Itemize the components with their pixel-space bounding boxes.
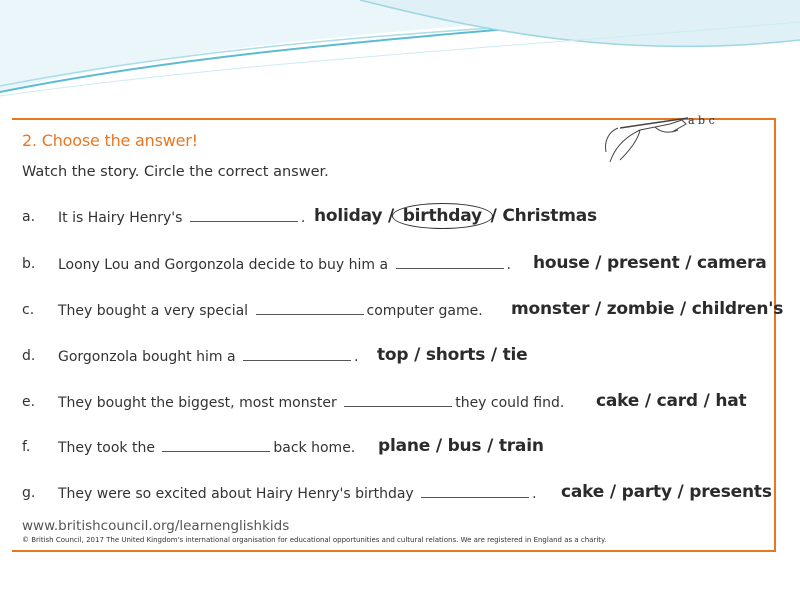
footer-copyright: © British Council, 2017 The United Kingdom's international organisation for educational opportunities and cultural relations. We are registered in England as a charity. (22, 536, 607, 544)
question-letter: f. (22, 439, 31, 455)
question-row-f (0, 436, 800, 462)
question-after: . (300, 210, 306, 226)
question-letter: c. (22, 302, 35, 318)
answer-options: plane / bus / train (378, 436, 544, 456)
option[interactable]: cake (596, 391, 640, 411)
option[interactable]: party (621, 482, 672, 502)
corner-letters: a b c (688, 114, 715, 127)
question-row-d (0, 345, 800, 371)
question-after: back home. (273, 440, 356, 456)
option[interactable]: present (607, 253, 680, 273)
question-letter: b. (22, 256, 36, 272)
hand-writing-illustration (600, 112, 730, 167)
option[interactable]: shorts (425, 345, 486, 365)
answer-options: cake / card / hat (596, 391, 747, 411)
question-text (58, 485, 537, 502)
exercise-heading: 2. Choose the answer! (22, 131, 198, 150)
answer-options: top / shorts / tie (377, 345, 528, 365)
option[interactable]: bus (447, 436, 482, 456)
option[interactable]: top (377, 345, 409, 365)
question-letter: g. (22, 485, 36, 501)
question-text (58, 394, 564, 411)
question-row-g (0, 482, 800, 508)
question-after: they could find. (455, 395, 565, 411)
answer-options: monster / zombie / children's (511, 299, 784, 319)
question-letter: a. (22, 209, 36, 225)
question-row-a (0, 206, 800, 232)
question-text (58, 209, 305, 226)
option[interactable]: train (498, 436, 544, 456)
question-before: Gorgonzola bought him a (58, 349, 236, 365)
option[interactable]: tie (502, 345, 528, 365)
question-text (58, 302, 483, 319)
answer-options: house / present / camera (533, 253, 767, 273)
question-after: . (506, 257, 511, 273)
option[interactable]: presents (689, 482, 772, 502)
question-before: They bought the biggest, most monster (58, 395, 337, 411)
answer-options: holiday / birthday / Christmas (314, 206, 597, 226)
question-before: It is Hairy Henry's (58, 210, 183, 226)
answer-blank[interactable] (421, 485, 529, 498)
header-swoosh-decoration (0, 0, 800, 110)
footer-url[interactable]: www.britishcouncil.org/learnenglishkids (22, 518, 290, 534)
question-before: They were so excited about Hairy Henry's birthday (58, 486, 414, 502)
question-text (58, 348, 358, 365)
question-before: Loony Lou and Gorgonzola decide to buy him a (58, 257, 389, 273)
question-letter: d. (22, 348, 36, 364)
answer-blank[interactable] (162, 439, 270, 452)
exercise-instruction: Watch the story. Circle the correct answer. (22, 164, 329, 180)
answer-blank[interactable] (243, 348, 351, 361)
answer-blank[interactable] (396, 256, 504, 269)
question-row-e (0, 391, 800, 417)
option[interactable]: children's (691, 299, 784, 319)
question-row-b (0, 253, 800, 279)
option[interactable]: camera (697, 253, 767, 273)
option[interactable]: Christmas (502, 206, 597, 226)
option[interactable]: hat (715, 391, 747, 411)
option[interactable]: card (656, 391, 698, 411)
question-letter: e. (22, 394, 36, 410)
option[interactable]: holiday (314, 206, 383, 226)
answer-options: cake / party / presents (561, 482, 772, 502)
option[interactable]: cake (561, 482, 605, 502)
question-text (58, 256, 511, 273)
option[interactable]: monster (511, 299, 590, 319)
question-before: They took the (58, 440, 155, 456)
option[interactable]: plane (378, 436, 431, 456)
question-after: computer game. (366, 303, 483, 319)
question-after: . (532, 486, 537, 502)
question-before: They bought a very special (58, 303, 249, 319)
question-after: . (354, 349, 359, 365)
option[interactable]: zombie (606, 299, 675, 319)
option[interactable]: house (533, 253, 590, 273)
answer-blank[interactable] (256, 302, 364, 315)
question-text (58, 439, 355, 456)
question-row-c (0, 299, 800, 325)
option-circled[interactable]: birthday (392, 203, 493, 229)
answer-blank[interactable] (190, 209, 298, 222)
answer-blank[interactable] (344, 394, 452, 407)
